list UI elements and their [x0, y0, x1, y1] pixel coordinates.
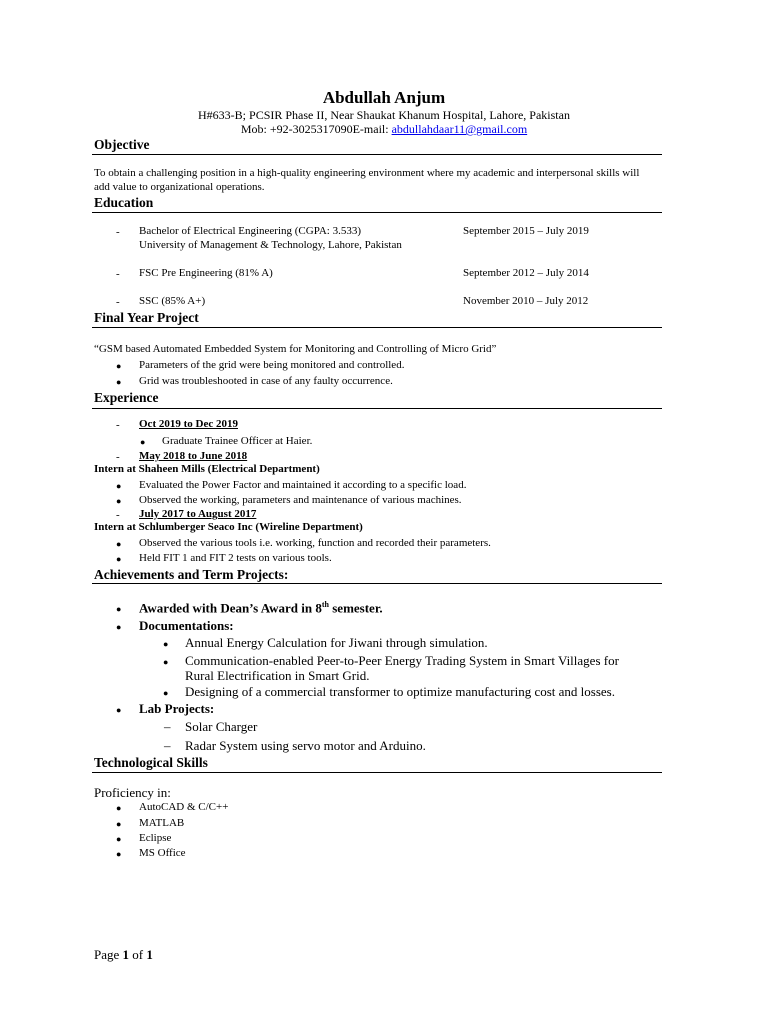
- skill-item: Eclipse: [139, 832, 172, 844]
- list-marker: -: [116, 451, 120, 463]
- education-degree: Bachelor of Electrical Engineering (CGPA: 3.533): [139, 225, 361, 237]
- bullet-icon: ●: [116, 604, 122, 614]
- award-prefix: Awarded with Dean’s Award in 8: [139, 600, 322, 616]
- page-word: Page: [94, 947, 123, 962]
- bullet-icon: ●: [116, 481, 122, 491]
- section-title-project: Final Year Project: [94, 310, 199, 325]
- education-date: September 2015 – July 2019: [463, 225, 589, 237]
- contact-line: [0, 122, 768, 137]
- section-title-experience: Experience: [94, 390, 159, 405]
- bullet-icon: ●: [163, 657, 169, 667]
- list-item: Solar Charger: [185, 719, 258, 734]
- section-divider: [92, 772, 662, 773]
- section-divider: [92, 408, 662, 409]
- list-item: Annual Energy Calculation for Jiwani through simulation.: [185, 635, 488, 650]
- list-marker: –: [164, 719, 171, 734]
- list-marker: -: [116, 268, 120, 280]
- list-marker: -: [116, 509, 120, 521]
- experience-dates: Oct 2019 to Dec 2019: [139, 418, 238, 430]
- list-item: Observed the various tools i.e. working, function and recorded their parameters.: [139, 537, 491, 549]
- education-degree: SSC (85% A+): [139, 295, 206, 307]
- list-item: Grid was troubleshooted in case of any faulty occurrence.: [139, 375, 393, 387]
- objective-text: To obtain a challenging position in a high-quality engineering environment where my academic and interpersonal skills will add value to organizational operations.: [94, 167, 640, 193]
- list-marker: -: [116, 226, 120, 238]
- section-title-education: Education: [94, 195, 154, 210]
- skills-intro: Proficiency in:: [94, 785, 171, 800]
- list-item: Evaluated the Power Factor and maintained it according to a specific load.: [139, 479, 467, 491]
- page-total: 1: [146, 947, 153, 962]
- bullet-icon: ●: [116, 705, 122, 715]
- experience-dates: July 2017 to August 2017: [139, 508, 257, 520]
- list-marker: -: [116, 419, 120, 431]
- list-item-continuation: Rural Electrification in Smart Grid.: [185, 668, 370, 683]
- bullet-icon: ●: [116, 361, 122, 371]
- address-line: H#633-B; PCSIR Phase II, Near Shaukat Khanum Hospital, Lahore, Pakistan: [198, 108, 570, 122]
- list-marker: -: [116, 296, 120, 308]
- skill-item: MATLAB: [139, 817, 185, 829]
- education-date: November 2010 – July 2012: [463, 295, 589, 307]
- education-degree: FSC Pre Engineering (81% A): [139, 267, 273, 279]
- section-title-skills: Technological Skills: [94, 755, 208, 770]
- list-item: Parameters of the grid were being monitored and controlled.: [139, 359, 405, 371]
- experience-role: Intern at Shaheen Mills (Electrical Department): [94, 463, 320, 475]
- award-suffix: semester.: [328, 600, 383, 616]
- bullet-icon: ●: [116, 622, 122, 632]
- bullet-icon: ●: [163, 688, 169, 698]
- bullet-icon: ●: [116, 849, 122, 859]
- bullet-icon: ●: [116, 803, 122, 813]
- project-heading: “GSM based Automated Embedded System for Monitoring and Controlling of Micro Grid”: [94, 343, 497, 355]
- page-current: 1: [122, 947, 130, 962]
- section-divider: [92, 583, 662, 584]
- bullet-icon: ●: [116, 554, 122, 564]
- list-item: Radar System using servo motor and Arduino.: [185, 738, 426, 753]
- bullet-icon: ●: [116, 834, 122, 844]
- section-title-achievements: Achievements and Term Projects:: [94, 567, 289, 582]
- list-item: Designing of a commercial transformer to optimize manufacturing cost and losses.: [185, 684, 615, 699]
- list-item: Communication-enabled Peer-to-Peer Energy Trading System in Smart Villages for: [185, 653, 619, 668]
- contact-prefix: Mob: +92-3025317090E-mail:: [240, 122, 392, 136]
- bullet-icon: ●: [116, 539, 122, 549]
- page-number: [94, 947, 153, 963]
- lab-projects-title: Lab Projects:: [139, 701, 215, 716]
- list-item: Held FIT 1 and FIT 2 tests on various tools.: [139, 552, 332, 564]
- education-institution: University of Management & Technology, Lahore, Pakistan: [139, 239, 402, 251]
- bullet-icon: ●: [116, 819, 122, 829]
- award-line: [139, 600, 383, 616]
- skill-item: AutoCAD & C/C++: [139, 801, 229, 813]
- section-divider: [92, 212, 662, 213]
- resume-name: Abdullah Anjum: [322, 88, 446, 107]
- award-ordinal: th: [321, 600, 329, 609]
- bullet-icon: ●: [163, 639, 169, 649]
- list-marker: –: [164, 738, 171, 753]
- email-link[interactable]: abdullahdaar11@gmail.com: [391, 122, 528, 136]
- list-item: Graduate Trainee Officer at Haier.: [162, 435, 313, 447]
- bullet-icon: ●: [116, 496, 122, 506]
- bullet-icon: ●: [140, 437, 146, 447]
- skill-item: MS Office: [139, 847, 186, 859]
- bullet-icon: ●: [116, 377, 122, 387]
- page-of: of: [129, 947, 147, 962]
- section-title-objective: Objective: [94, 137, 150, 152]
- list-item: Observed the working, parameters and maintenance of various machines.: [139, 494, 462, 506]
- documentations-title: Documentations:: [139, 618, 234, 633]
- experience-dates: May 2018 to June 2018: [139, 450, 248, 462]
- education-date: September 2012 – July 2014: [463, 267, 589, 279]
- section-divider: [92, 327, 662, 328]
- experience-role: Intern at Schlumberger Seaco Inc (Wireline Department): [94, 521, 363, 533]
- section-divider: [92, 154, 662, 155]
